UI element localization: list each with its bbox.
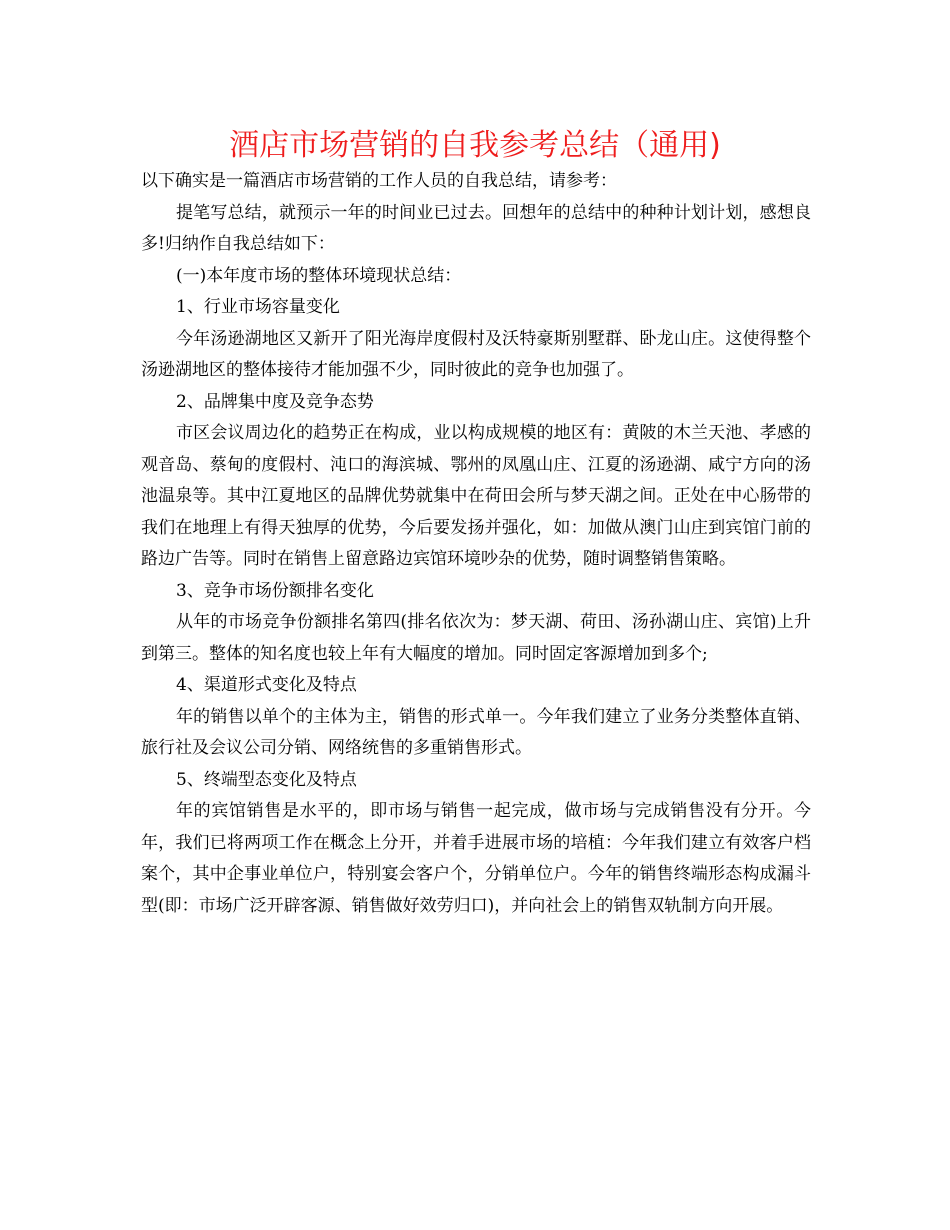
paragraph: 1、行业市场容量变化 (176, 297, 340, 317)
paragraph: 2、品牌集中度及竞争态势 (176, 391, 374, 412)
document-body (141, 166, 811, 922)
paragraph: 从年的市场竞争份额排名第四(排名依次为：梦天湖、荷田、汤孙湖山庄、宾馆)上升到第三。整体的知名度也较上年有大幅度的增加。同时固定客源增加到多个; (141, 612, 811, 664)
paragraph: 年的销售以单个的主体为主，销售的形式单一。今年我们建立了业务分类整体直销、旅行社及会议公司分销、网络统售的多重销售形式。 (141, 706, 811, 758)
paragraph: 以下确实是一篇酒店市场营销的工作人员的自我总结，请参考： (141, 171, 617, 191)
paragraph: 5、终端型态变化及特点 (176, 769, 357, 790)
paragraph: 4、渠道形式变化及特点 (176, 675, 357, 695)
paragraph: 年的宾馆销售是水平的，即市场与销售一起完成，做市场与完成销售没有分开。今年，我们已将两项工作在概念上分开，并着手进展市场的培植：今年我们建立有效客户档案个，其中企事业单位户，特别宴会客户个，分销单位户。今年的销售终端形态构成漏斗型(即：市场广泛开辟客源、销售做好效劳归口)，并向社会上的销售双轨制方向开展。 (141, 801, 811, 916)
paragraph: 提笔写总结，就预示一年的时间业已过去。回想年的总结中的种种计划计划，感想良多!归纳作自我总结如下： (141, 202, 811, 254)
paragraph: 市区会议周边化的趋势正在构成，业以构成规模的地区有：黄陂的木兰天池、孝感的观音岛、蔡甸的度假村、沌口的海滨城、鄂州的凤凰山庄、江夏的汤逊湖、咸宁方向的汤池温泉等。其中江夏地区的品牌优势就集中在荷田会所与梦天湖之间。正处在中心肠带的我们在地理上有得天独厚的优势，今后要发扬并强化，如：加做从澳门山庄到宾馆门前的路边广告等。同时在销售上留意路边宾馆环境吵杂的优势，随时调整销售策略。 (141, 423, 811, 569)
paragraph: 3、竞争市场份额排名变化 (176, 580, 374, 601)
document-title: 酒店市场营销的自我参考总结（通用) (229, 128, 721, 163)
paragraph: 今年汤逊湖地区又新开了阳光海岸度假村及沃特豪斯别墅群、卧龙山庄。这使得整个汤逊湖地区的整体接待才能加强不少，同时彼此的竞争也加强了。 (141, 328, 811, 380)
paragraph: (一)本年度市场的整体环境现状总结： (176, 265, 462, 286)
